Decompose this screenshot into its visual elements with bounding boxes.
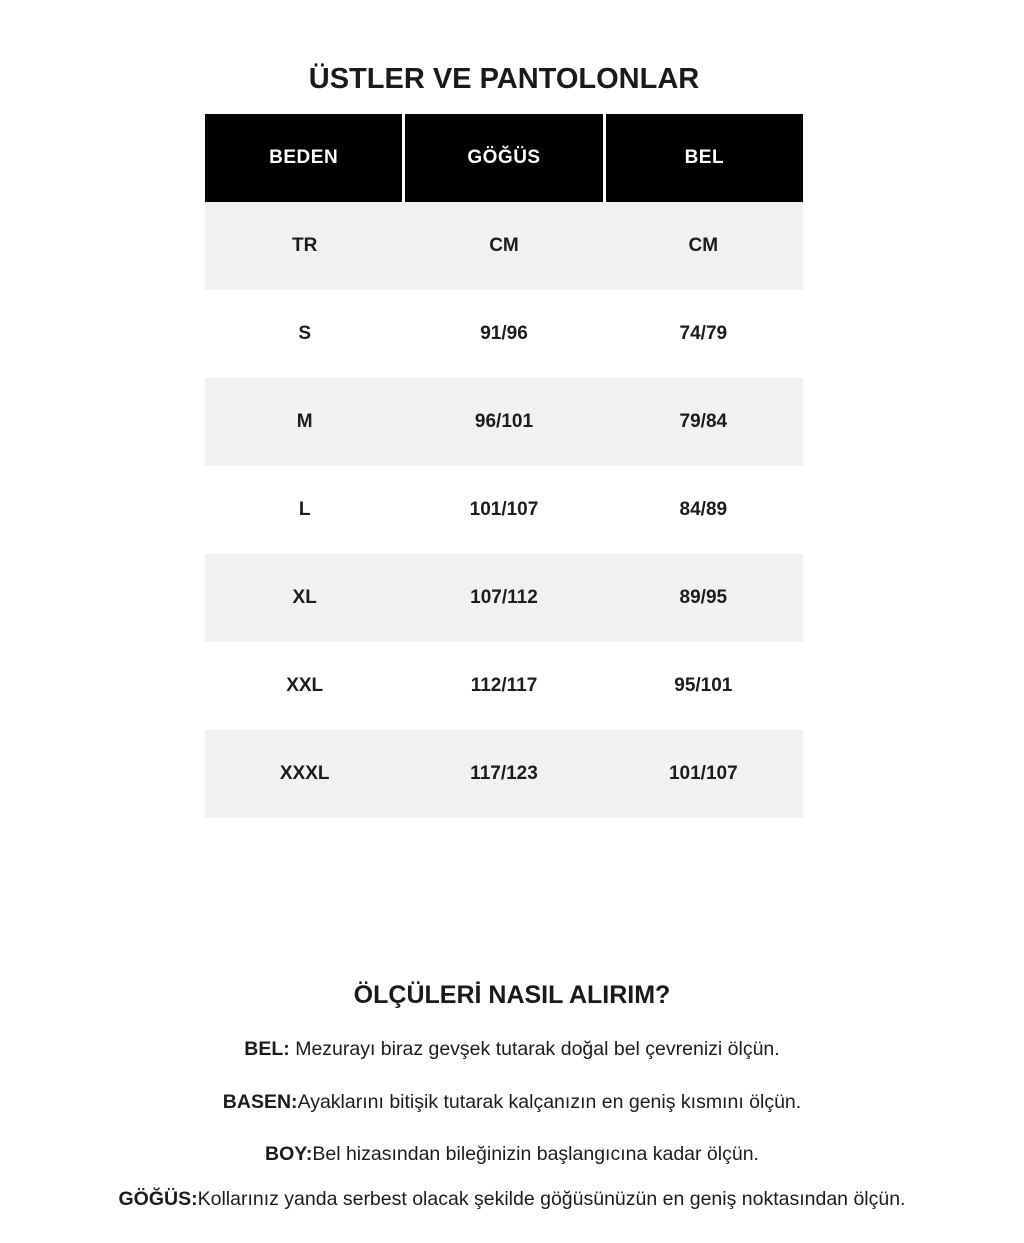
size-cell: XXL (286, 675, 324, 696)
waist-cell: 84/89 (679, 499, 728, 520)
table-row-m (205, 378, 803, 466)
chest-cell: 117/123 (470, 763, 538, 784)
guide-text-gogus: Kollarınız yanda serbest olacak şekilde göğüsünüzün en geniş noktasından ölçün. (197, 1188, 906, 1210)
guide-text-basen: Ayaklarını bitişik tutarak kalçanızın en geniş kısmını ölçün. (297, 1091, 802, 1113)
waist-cell: 95/101 (674, 675, 733, 696)
guide-label-basen: BASEN: (222, 1091, 298, 1113)
size-cell: L (298, 499, 311, 520)
chest-cell: 91/96 (480, 323, 528, 344)
table-row-s (205, 290, 803, 378)
guide-item-basen (0, 1091, 1024, 1114)
table-row-xxxl (205, 730, 803, 818)
guide-label-gogus: GÖĞÜS: (118, 1188, 198, 1210)
measurement-guide-heading: ÖLÇÜLERİ NASIL ALIRIM? (353, 981, 671, 1009)
unit-row (205, 202, 803, 290)
waist-cell: 79/84 (679, 411, 728, 432)
chest-cell: 112/117 (470, 675, 538, 696)
guide-text-bel: Mezurayı biraz gevşek tutarak doğal bel çevrenizi ölçün. (289, 1038, 780, 1060)
waist-cell: 101/107 (668, 763, 738, 784)
unit-cell-waist: CM (688, 235, 719, 256)
chest-cell: 101/107 (469, 499, 539, 520)
unit-cell-chest: CM (489, 235, 519, 256)
size-cell: XL (292, 587, 317, 608)
table-row-xxl (205, 642, 803, 730)
size-cell: M (296, 411, 313, 432)
size-cell: XXXL (279, 763, 330, 784)
unit-cell-size: TR (292, 235, 318, 256)
size-cell: S (298, 323, 311, 344)
table-row-xl (205, 554, 803, 642)
table-header-row (205, 114, 803, 202)
guide-text-boy: Bel hizasından bileğinizin başlangıcına kadar ölçün. (312, 1143, 759, 1165)
waist-cell: 89/95 (679, 587, 728, 608)
guide-item-bel (0, 1038, 1024, 1061)
waist-cell: 74/79 (679, 323, 728, 344)
chest-cell: 96/101 (474, 411, 534, 432)
table-row-l (205, 466, 803, 554)
guide-label-bel: BEL: (244, 1038, 290, 1060)
guide-item-boy (0, 1143, 1024, 1166)
guide-label-boy: BOY: (265, 1143, 313, 1165)
page-title: ÜSTLER VE PANTOLONLAR (308, 63, 700, 95)
header-cell-gogus: GÖĞÜS (405, 114, 602, 202)
chest-cell: 107/112 (470, 587, 538, 608)
header-cell-bel: BEL (606, 114, 803, 202)
size-table (205, 114, 803, 818)
guide-item-gogus (0, 1188, 1024, 1211)
header-cell-beden: BEDEN (205, 114, 402, 202)
